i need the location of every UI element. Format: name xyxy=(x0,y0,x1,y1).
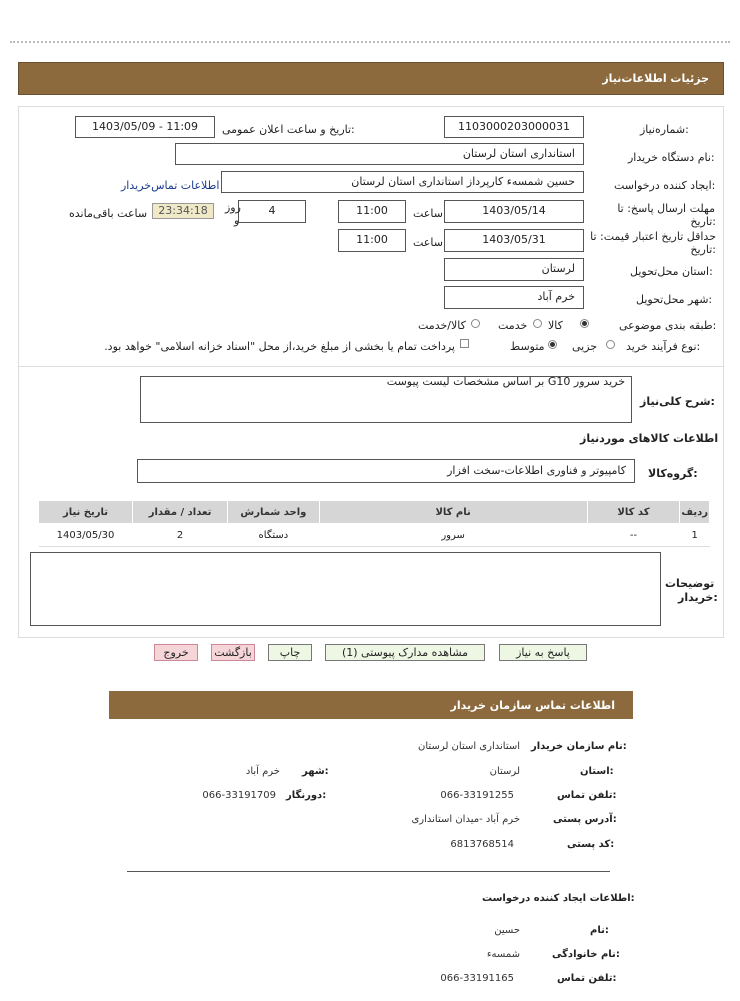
province-field: لرستان xyxy=(444,258,584,281)
creator-info-title: اطلاعات ایجاد کننده درخواست: xyxy=(482,893,635,904)
items-table xyxy=(38,500,710,547)
deadline-time-field: 11:00 xyxy=(338,200,406,223)
process-minor-radio[interactable] xyxy=(606,340,615,349)
days-suffix: و xyxy=(234,214,240,227)
creator-phone-label: تلفن تماس: xyxy=(557,973,617,984)
col-row: ردیف xyxy=(680,501,710,524)
creator-family-value: شمسه‌ء xyxy=(486,949,520,960)
contact-province-value: لرستان xyxy=(489,766,520,777)
category-service-label: خدمت xyxy=(498,319,528,332)
category-service-radio[interactable] xyxy=(533,319,542,328)
col-need-date: تاریخ نیاز xyxy=(39,501,133,524)
contact-title: اطلاعات تماس سازمان خریدار xyxy=(450,699,615,712)
category-goods-label: کالا xyxy=(548,319,563,332)
creator-name-value: حسین xyxy=(494,925,520,936)
category-goods-radio[interactable] xyxy=(580,319,589,328)
reply-button[interactable]: پاسخ به نیاز xyxy=(499,644,587,661)
col-item-code: کد کالا xyxy=(587,501,680,524)
cell-quantity: 2 xyxy=(132,524,227,547)
need-number-label: شماره‌نیاز: xyxy=(640,123,689,136)
contact-fax-value: 066-33191709 xyxy=(202,790,276,801)
cell-unit: دستگاه xyxy=(228,524,320,547)
creator-family-label: نام خانوادگی: xyxy=(552,949,620,960)
summary-textarea[interactable]: خرید سرور G10 بر اساس مشخصات لیست پیوست xyxy=(140,376,632,423)
col-unit: واحد شمارش xyxy=(228,501,320,524)
city-field: خرم آباد xyxy=(444,286,584,309)
treasury-checkbox[interactable] xyxy=(460,339,469,348)
attachments-button[interactable]: مشاهده مدارک پیوستی (1) xyxy=(325,644,485,661)
contact-phone-label: تلفن تماس: xyxy=(557,790,617,801)
process-medium-radio[interactable] xyxy=(548,340,557,349)
col-item-name: نام کالا xyxy=(319,501,587,524)
contact-address-value: خرم آباد -میدان استانداری xyxy=(411,814,520,825)
announce-label: تاریخ و ساعت اعلان عمومی: xyxy=(222,123,355,136)
cell-item-name: سرور xyxy=(319,524,587,547)
validity-label-2: تاریخ: xyxy=(690,243,716,256)
contact-divider xyxy=(127,871,610,872)
process-label: نوع فرآیند خرید: xyxy=(626,340,701,353)
creator-field: حسین شمسه‌ء کارپرداز استانداری استان لرستان xyxy=(221,171,584,193)
buyer-contact-link[interactable]: اطلاعات تماس‌خریدار xyxy=(121,179,220,192)
col-quantity: تعداد / مقدار xyxy=(132,501,227,524)
exit-button[interactable]: خروج xyxy=(154,644,198,661)
notes-label: توضیحات xyxy=(665,577,715,590)
back-button[interactable]: بازگشت xyxy=(211,644,255,661)
goods-group-field: کامپیوتر و فناوری اطلاعات-سخت افزار xyxy=(137,459,635,483)
creator-name-label: نام: xyxy=(590,925,609,936)
remaining-label: ساعت باقی‌مانده xyxy=(69,207,148,220)
contact-header xyxy=(109,691,633,719)
need-number-field: 1103000203000031 xyxy=(444,116,584,138)
validity-label: حداقل تاریخ اعتبار قیمت: تا xyxy=(590,230,716,243)
category-label: طبقه بندی موضوعی: xyxy=(619,319,717,332)
contact-phone-value: 066-33191255 xyxy=(440,790,514,801)
process-minor-label: جزیی xyxy=(572,340,598,353)
summary-label: شرح کلی‌نیاز: xyxy=(640,395,715,408)
creator-phone-value: 066-33191165 xyxy=(440,973,514,984)
contact-org-value: استانداری استان لرستان xyxy=(418,741,520,752)
validity-date-field: 1403/05/31 xyxy=(444,229,584,252)
process-medium-label: متوسط xyxy=(510,340,545,353)
contact-postal-value: 6813768514 xyxy=(450,839,514,850)
contact-postal-label: کد پستی: xyxy=(567,839,615,850)
validity-time-field: 11:00 xyxy=(338,229,406,252)
days-label: روز xyxy=(225,201,241,214)
contact-address-label: آدرس پستی: xyxy=(553,814,617,825)
cell-item-code: -- xyxy=(587,524,680,547)
contact-city-value: خرم آباد xyxy=(245,766,280,777)
deadline-date-field: 1403/05/14 xyxy=(444,200,584,223)
city-label: شهر محل‌تحویل: xyxy=(636,293,713,306)
page-title: جزئیات اطلاعات‌نیاز xyxy=(602,72,709,85)
notes-box[interactable] xyxy=(30,552,661,626)
creator-label: ایجاد کننده درخواست: xyxy=(614,179,716,192)
cell-row: 1 xyxy=(680,524,710,547)
province-label: استان محل‌تحویل: xyxy=(630,265,713,278)
validity-time-label: ساعت xyxy=(413,236,443,249)
deadline-label-2: تاریخ: xyxy=(690,215,716,228)
top-divider xyxy=(10,41,730,43)
countdown-timer: 23:34:18 xyxy=(152,203,214,219)
buyer-org-label: نام دستگاه خریدار: xyxy=(628,151,715,164)
cell-need-date: 1403/05/30 xyxy=(39,524,133,547)
payment-note: پرداخت تمام یا بخشی از مبلغ خرید،از محل "اسناد خزانه اسلامی" خواهد بود. xyxy=(104,340,455,353)
print-button[interactable]: چاپ xyxy=(268,644,312,661)
goods-info-title: اطلاعات کالاهای موردنیاز xyxy=(580,432,719,445)
announce-field: 1403/05/09 - 11:09 xyxy=(75,116,215,138)
deadline-label: مهلت ارسال پاسخ: تا xyxy=(617,202,715,215)
category-goods-service-label: کالا/خدمت xyxy=(418,319,466,332)
notes-label-2: خریدار: xyxy=(678,591,718,604)
page-header xyxy=(18,62,724,95)
table-row xyxy=(39,524,710,547)
contact-city-label: شهر: xyxy=(302,766,329,777)
contact-fax-label: دورنگار: xyxy=(286,790,327,801)
buyer-org-field: استانداری استان لرستان xyxy=(175,143,584,165)
category-goods-service-radio[interactable] xyxy=(471,319,480,328)
contact-province-label: استان: xyxy=(580,766,614,777)
deadline-time-label: ساعت xyxy=(413,207,443,220)
days-field: 4 xyxy=(238,200,306,223)
contact-org-label: نام سازمان خریدار: xyxy=(531,741,627,752)
goods-group-label: گروه‌کالا: xyxy=(648,467,698,480)
table-header-row xyxy=(39,501,710,524)
